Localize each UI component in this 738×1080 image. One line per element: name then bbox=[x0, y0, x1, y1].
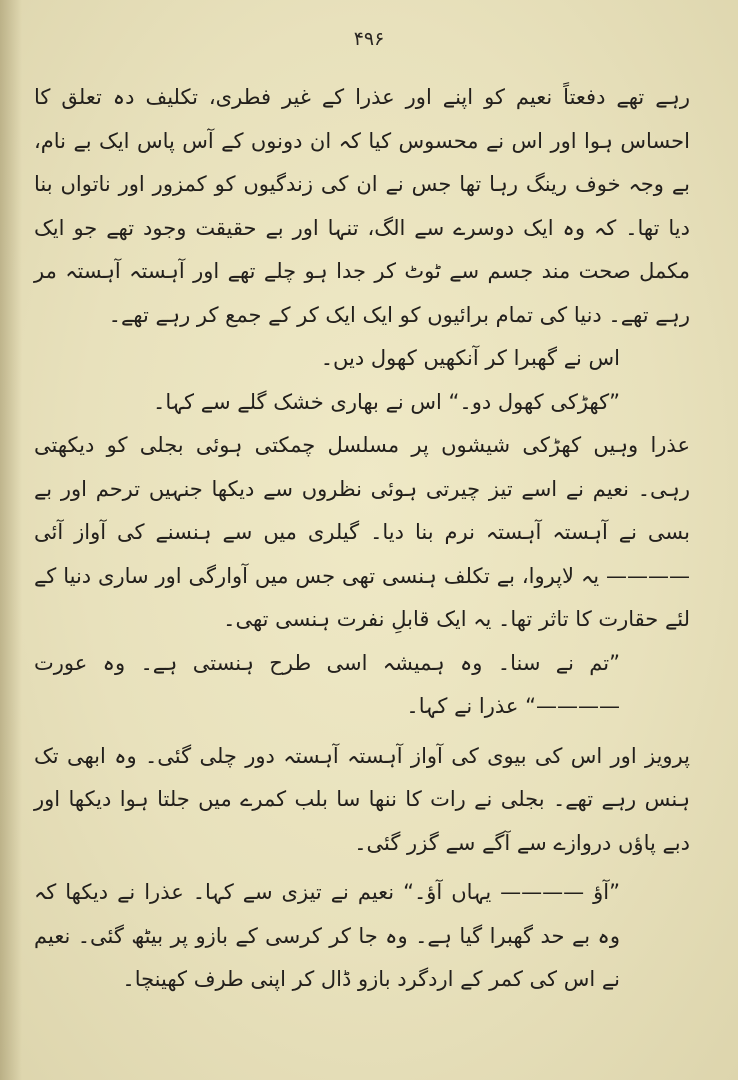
page-body-text bbox=[34, 76, 690, 1002]
paragraph-4: عذرا وہیں کھڑکی شیشوں پر مسلسل چمکتی ہوئی بجلی کو دیکھتی رہی۔ نعیم نے اسے تیز چیرتی ہوئی نظروں سے دیکھا جنہیں ترحم اور بے بسی نے آہستہ آہستہ نرم بنا دیا۔ گیلری میں سے ہنسنے کی آواز آئی ———— یہ لاپروا، بے تکلف ہنسی تھی جس میں آوارگی اور ساری دنیا کے لئے حقارت کا تاثر تھا۔ یہ ایک قابلِ نفرت ہنسی تھی۔ bbox=[34, 433, 690, 631]
paragraph-7: ”آؤ ———— یہاں آؤ۔“ نعیم نے تیزی سے کہا۔ عذرا نے دیکھا کہ وہ بے حد گھبرا گیا ہے۔ وہ جا کر کرسی کے بازو پر بیٹھ گئی۔ نعیم نے اس کی کمر کے اردگرد بازو ڈال کر اپنی طرف کھینچا۔ bbox=[34, 880, 620, 991]
paragraph-3: ”کھڑکی کھول دو۔“ اس نے بھاری خشک گلے سے کہا۔ bbox=[153, 389, 620, 414]
page-spine-shadow bbox=[0, 0, 22, 1080]
page-number: ۴۹۶ bbox=[353, 28, 385, 50]
paragraph-2: اس نے گھبرا کر آنکھیں کھول دیں۔ bbox=[320, 346, 620, 370]
paragraph-1: رہے تھے دفعتاً نعیم کو اپنے اور عذرا کے غیر فطری، تکلیف دہ تعلق کا احساس ہوا اور اس نے محسوس کیا کہ ان دونوں کے آس پاس ایک بے نام، بے وجہ خوف رینگ رہا تھا جس نے ان کی زندگیوں کو کمزور اور ناتواں بنا دیا تھا۔ کہ وہ ایک دوسرے سے الگ، تنہا اور بے حقیقت وجود تھے جو ایک مکمل صحت مند جسم سے ٹوٹ کر جدا ہو چلے تھے اور آہستہ آہستہ مر رہے تھے۔ دنیا کی تمام برائیوں کو ایک ایک کر کے جمع کر رہے تھے۔ bbox=[34, 85, 690, 327]
paragraph-5: ”تم نے سنا۔ وہ ہمیشہ اسی طرح ہنستی ہے۔ وہ عورت ————“ عذرا نے کہا۔ bbox=[34, 650, 620, 718]
paragraph-6: پرویز اور اس کی بیوی کی آواز آہستہ آہستہ دور چلی گئی۔ وہ ابھی تک ہنس رہے تھے۔ بجلی نے رات کا ننھا سا بلب کمرے میں جلتا ہوا دیکھا اور دبے پاؤں دروازے سے آگے سے گزر گئی۔ bbox=[34, 743, 690, 855]
